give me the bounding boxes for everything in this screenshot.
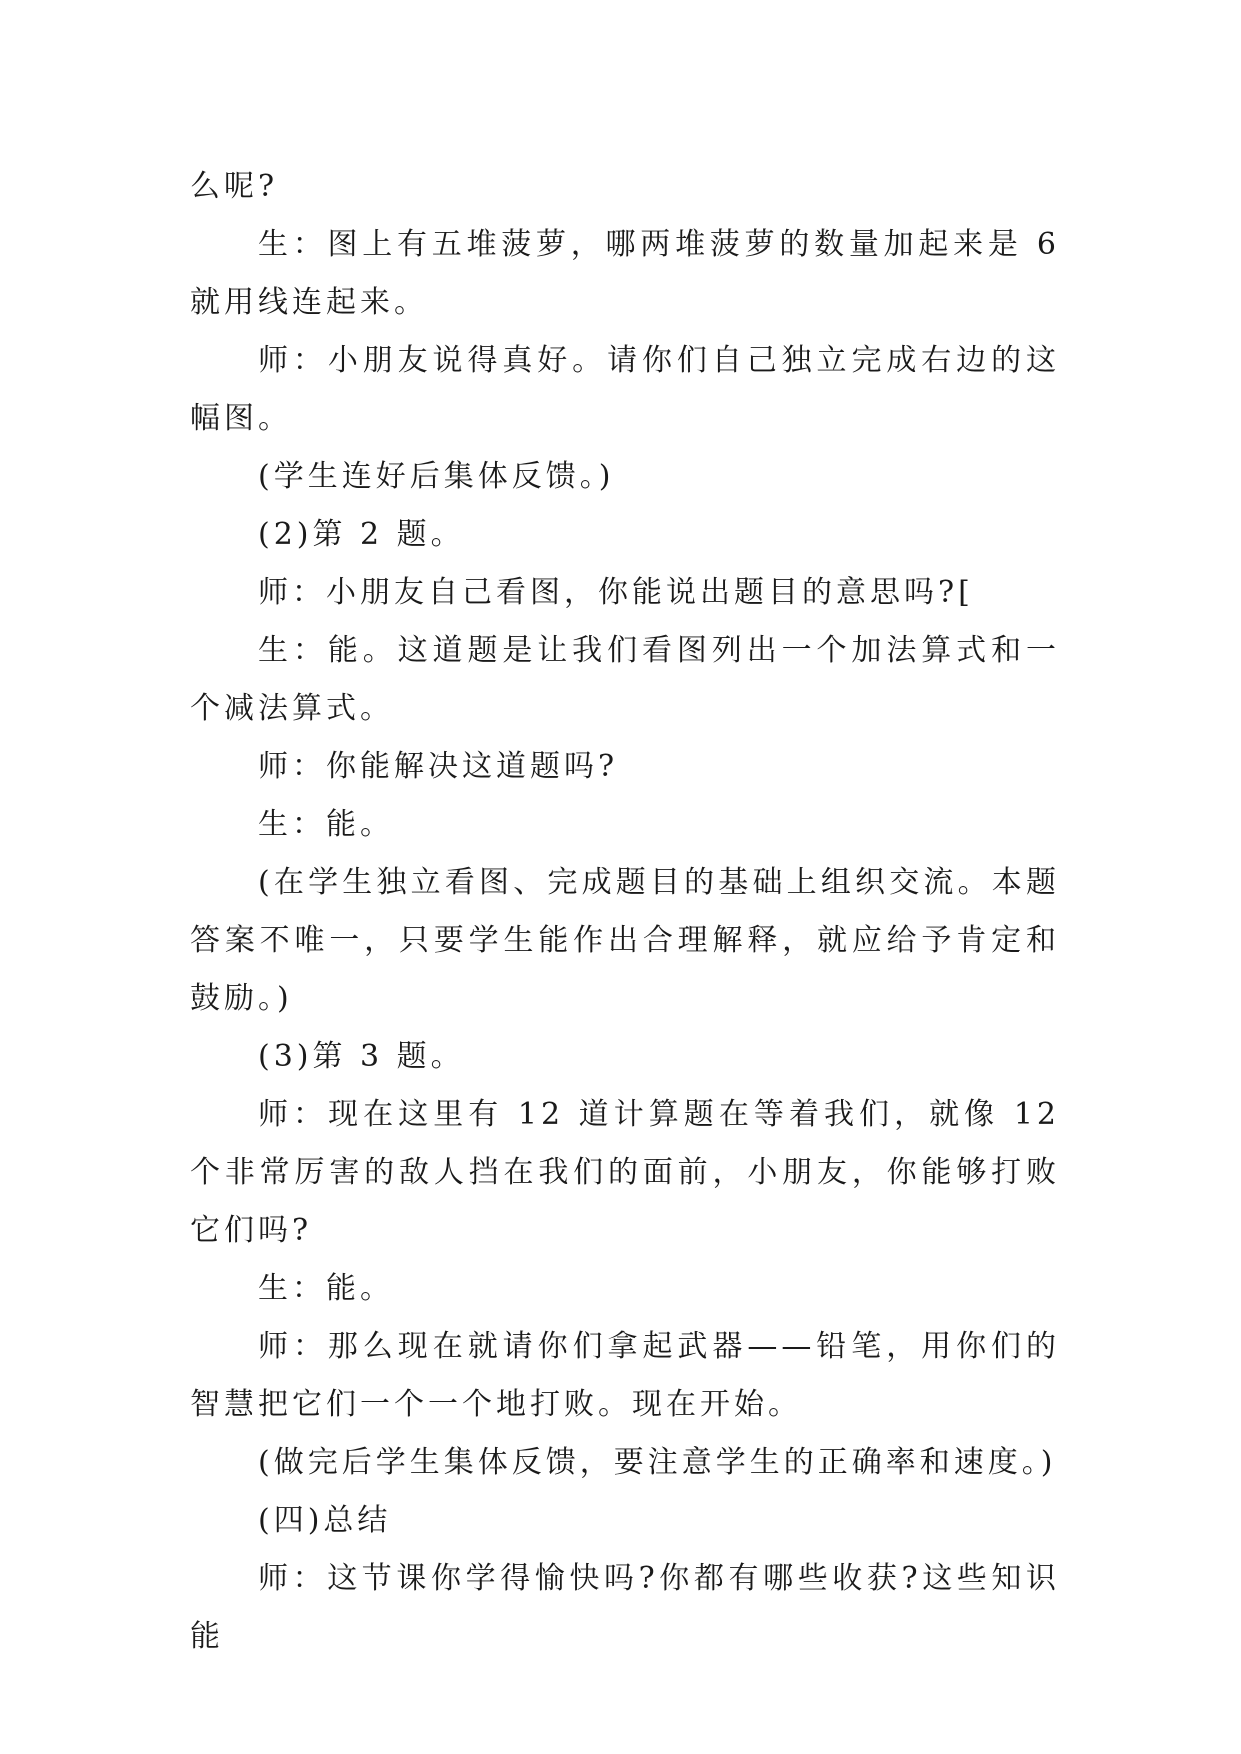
paragraph: (在学生独立看图、完成题目的基础上组织交流。本题答案不唯一，只要学生能作出合理解释，就应给予肯定和鼓励。): [190, 865, 1060, 1016]
paragraph: (3)第 3 题。: [258, 1039, 465, 1074]
paragraph: 师：这节课你学得愉快吗?你都有哪些收获?这些知识能: [190, 1561, 1060, 1654]
paragraph: 师：现在这里有 12 道计算题在等着我们，就像 12 个非常厉害的敌人挡在我们的面前，小朋友，你能够打败它们吗?: [190, 1097, 1060, 1248]
paragraph: (做完后学生集体反馈，要注意学生的正确率和速度。): [258, 1445, 1057, 1480]
document-body: [190, 158, 1060, 1666]
paragraph: (学生连好后集体反馈。): [258, 459, 615, 494]
paragraph: 师：你能解决这道题吗?: [258, 749, 619, 784]
paragraph: 生：能。这道题是让我们看图列出一个加法算式和一个减法算式。: [190, 633, 1060, 726]
paragraph: 生：图上有五堆菠萝，哪两堆菠萝的数量加起来是 6 就用线连起来。: [190, 227, 1060, 320]
paragraph: 师：小朋友自己看图，你能说出题目的意思吗?[: [258, 575, 974, 610]
paragraph: 么呢?: [190, 169, 279, 204]
paragraph: (2)第 2 题。: [258, 517, 465, 552]
paragraph: 师：那么现在就请你们拿起武器——铅笔，用你们的智慧把它们一个一个地打败。现在开始。: [190, 1329, 1060, 1422]
paragraph: 生：能。: [258, 1271, 394, 1306]
paragraph: 生：能。: [258, 807, 394, 842]
paragraph: 师：小朋友说得真好。请你们自己独立完成右边的这幅图。: [190, 343, 1060, 436]
paragraph: (四)总结: [258, 1503, 392, 1538]
